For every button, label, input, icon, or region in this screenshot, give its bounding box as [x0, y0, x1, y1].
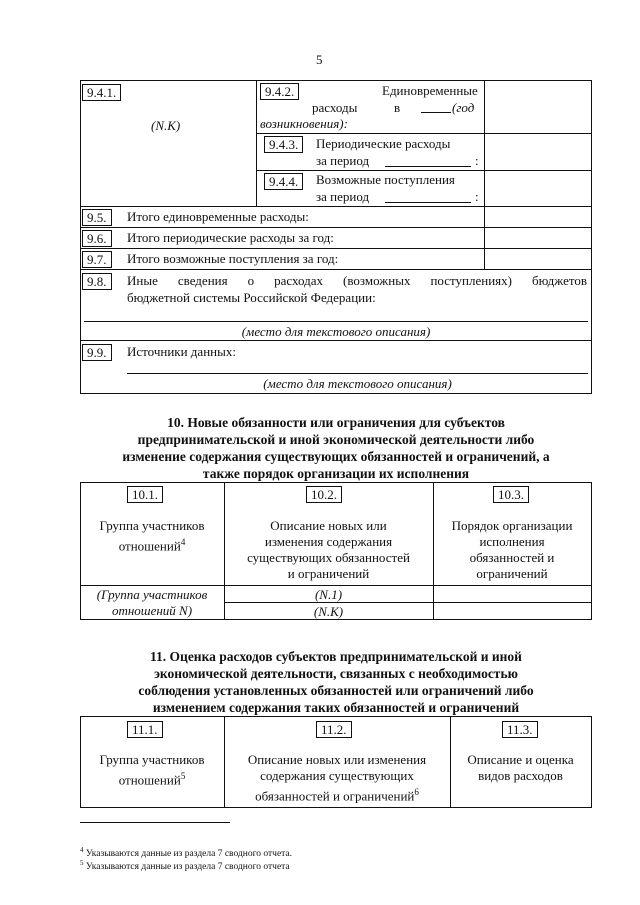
footnote-text: Указываются данные из раздела 7 сводного отчета.: [85, 849, 293, 860]
heading-line: экономической деятельности, связанных с необходимостью: [154, 666, 518, 681]
footnote-ref: 5: [180, 771, 186, 781]
header-line: отношений: [118, 772, 181, 788]
header-line: Группа участников: [99, 752, 205, 767]
header-line: обязанностей и ограничений: [255, 788, 415, 804]
heading-line: изменением содержания таких обязанностей и ограничений: [152, 700, 520, 715]
col-number-11-2: 11.2.: [316, 721, 352, 738]
item-number-9-4-2: 9.4.2.: [260, 83, 299, 100]
total-possible-revenues: Итого возможные поступления за год:: [127, 251, 339, 266]
item-number-9-4-3: 9.4.3.: [264, 136, 303, 153]
expenses-word: расходы: [312, 100, 358, 115]
cell-line: (Группа участников: [96, 587, 208, 602]
in-word: в: [394, 100, 401, 115]
section-10-heading: [80, 414, 592, 482]
other-info-line2: бюджетной системы Российской Федерации:: [127, 290, 376, 305]
heading-line: изменение содержания существующих обязанностей и ограничений, а: [122, 449, 550, 464]
col-number-11-1: 11.1.: [127, 721, 163, 738]
n1-cell: (N.1): [314, 587, 343, 602]
footnote-mark: 4: [80, 846, 84, 854]
colon: :: [475, 153, 479, 168]
heading-line: 11. Оценка расходов субъектов предпринимательской и иной: [150, 649, 522, 664]
period-label: за период: [316, 189, 370, 204]
data-sources-label: Источники данных:: [127, 344, 236, 359]
col-number-10-2: 10.2.: [306, 486, 342, 503]
header-line: Описание новых или: [270, 518, 387, 533]
header-line: Описание новых или изменения: [247, 752, 427, 767]
header-line: видов расходов: [478, 768, 563, 783]
col-header-10-2: [224, 518, 433, 582]
nk-label: (N.K): [151, 118, 181, 133]
one-time-expenses-label: Единовременные: [382, 83, 478, 98]
header-line: ограничений: [476, 566, 548, 581]
year-label: (год: [452, 100, 475, 115]
period-label: за период: [316, 153, 370, 168]
item-number-9-4-1: 9.4.1.: [82, 84, 121, 101]
header-line: исполнения: [479, 534, 545, 549]
item-number-9-9: 9.9.: [82, 344, 112, 361]
item-number-9-4-4: 9.4.4.: [264, 173, 303, 190]
header-line: Группа участников: [99, 518, 205, 533]
heading-line: 10. Новые обязанности или ограничения для субъектов: [167, 415, 505, 430]
item-number-9-5: 9.5.: [82, 209, 112, 226]
col-header-11-3: [450, 752, 591, 784]
header-line: существующих обязанностей: [247, 550, 410, 565]
colon: :: [475, 189, 479, 204]
header-line: и ограничений: [287, 566, 370, 581]
col-header-10-1: [80, 518, 224, 554]
col-header-11-1: [80, 752, 224, 788]
header-line: обязанностей и: [469, 550, 555, 565]
cell-line: отношений N): [111, 603, 193, 618]
header-line: изменения содержания: [264, 534, 393, 549]
heading-line: предпринимательской и иной экономической деятельности либо: [137, 432, 535, 447]
header-line: содержания существующих: [260, 768, 414, 783]
header-line: отношений: [118, 538, 181, 554]
item-number-9-6: 9.6.: [82, 230, 112, 247]
heading-line: соблюдения установленных обязанностей или ограничений либо: [138, 683, 534, 698]
text-placeholder-9-9: (место для текстового описания): [263, 376, 452, 391]
footnote-mark: 5: [80, 859, 84, 867]
footnote-ref: 4: [180, 537, 186, 547]
section-11-heading: [80, 648, 592, 716]
total-one-time-expenses: Итого единовременные расходы:: [127, 209, 309, 224]
footnote-text: Указываются данные из раздела 7 сводного отчета: [85, 862, 290, 873]
total-periodic-expenses: Итого периодические расходы за год:: [127, 230, 334, 245]
heading-line: также порядок организации их исполнения: [202, 466, 470, 481]
col-header-10-3: [433, 518, 591, 582]
col-header-11-2: [224, 752, 450, 804]
periodic-expenses-label: Периодические расходы: [316, 136, 451, 151]
col-number-11-3: 11.3.: [502, 721, 538, 738]
footnote-separator: [80, 822, 230, 823]
footnote-5: [80, 857, 290, 873]
nk-cell: (N.K): [313, 604, 344, 619]
header-line: Порядок организации: [451, 518, 573, 533]
page-number: 5: [316, 52, 323, 67]
col-number-10-3: 10.3.: [493, 486, 529, 503]
other-info-line1: Иные сведения о расходах (возможных поступлениях) бюджетов: [127, 273, 587, 288]
possible-revenues-label: Возможные поступления: [316, 172, 455, 187]
header-line: Описание и оценка: [467, 752, 574, 767]
text-placeholder-9-8: (место для текстового описания): [241, 324, 431, 339]
item-number-9-7: 9.7.: [82, 251, 112, 268]
item-number-9-8: 9.8.: [82, 273, 112, 290]
col-number-10-1: 10.1.: [127, 486, 163, 503]
footnote-ref: 6: [414, 787, 419, 797]
participant-group-cell: [80, 587, 224, 619]
occurrence-label: возникновения):: [260, 116, 348, 131]
